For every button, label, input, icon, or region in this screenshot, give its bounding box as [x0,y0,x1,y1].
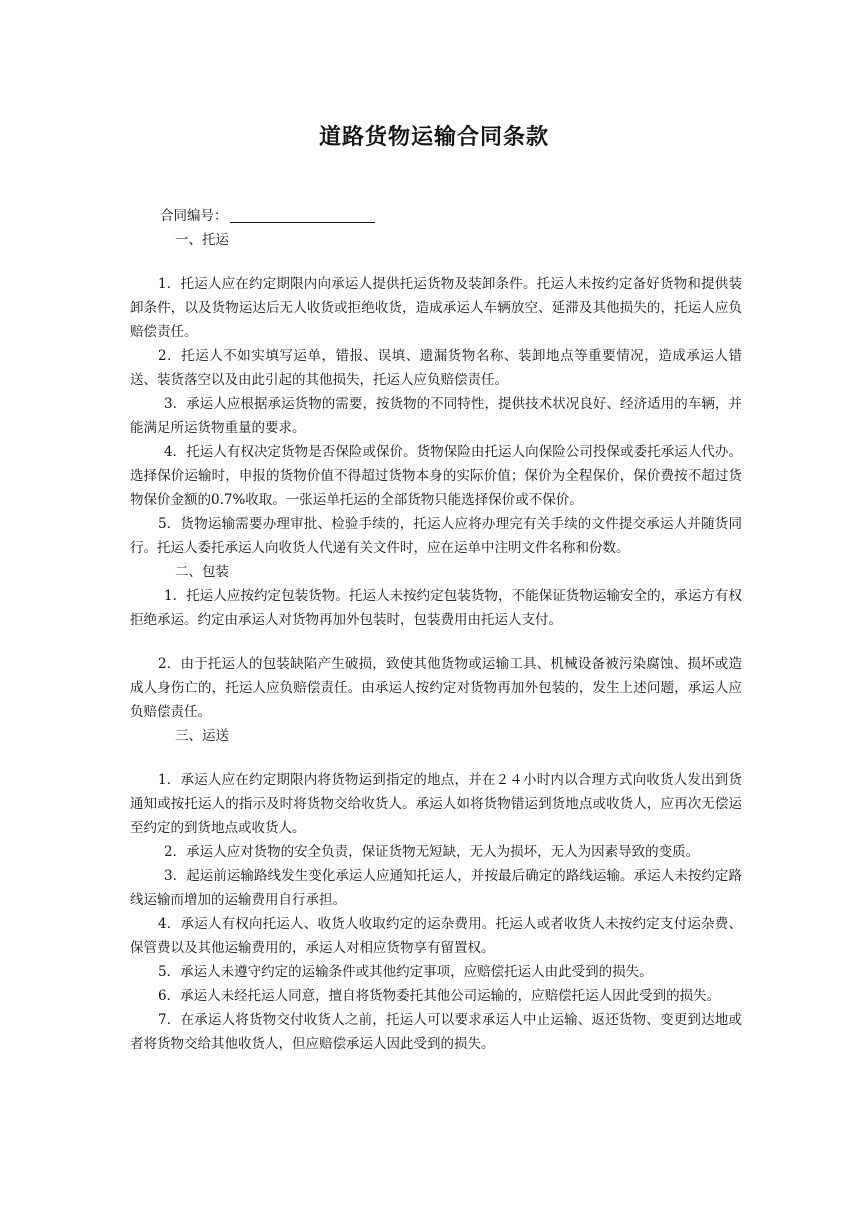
section-heading: 三、运送 [175,728,229,744]
document-body [130,204,742,1056]
paragraph: 2．托运人不如实填写运单，错报、误填、遗漏货物名称、装卸地点等重要情况，造成承运人错送、装货落空以及由此引起的其他损失，托运人应负赔偿责任。 [130,348,742,388]
paragraph: 5．承运人未遵守约定的运输条件或其他约定事项，应赔偿托运人由此受到的损失。 [158,964,653,980]
paragraph: 3．承运人应根据承运货物的需要，按货物的不同特性，提供技术状况良好、经济适用的车辆，并能满足所运货物重量的要求。 [130,396,742,436]
section-heading: 一、托运 [175,232,229,248]
paragraph: 3．起运前运输路线发生变化承运人应通知托运人，并按最后确定的路线运输。承运人未按约定路线运输而增加的运输费用自行承担。 [130,868,742,908]
paragraph: 5．货物运输需要办理审批、检验手续的，托运人应将办理完有关手续的文件提交承运人并随货同行。托运人委托承运人向收货人代递有关文件时，应在运单中注明文件名称和份数。 [130,516,742,556]
contract-number-blank [230,207,375,223]
contract-number-row [130,204,742,228]
paragraph: 1．托运人应按约定包装货物。托运人未按约定包装货物，不能保证货物运输安全的，承运方有权拒绝承运。约定由承运人对货物再加外包装时，包装费用由托运人支付。 [130,588,742,628]
paragraph: 4．承运人有权向托运人、收货人收取约定的运杂费用。托运人或者收货人未按约定支付运杂费、保管费以及其他运输费用的，承运人对相应货物享有留置权。 [130,916,742,956]
paragraph: 1．承运人应在约定期限内将货物运到指定的地点，并在２４小时内以合理方式向收货人发出到货通知或按托运人的指示及时将货物交给收货人。承运人如将货物错运到货地点或收货人，应再次无偿运至约定的到货地点或收货人。 [130,772,742,836]
paragraph: 7．在承运人将货物交付收货人之前，托运人可以要求承运人中止运输、返还货物、变更到达地或者将货物交给其他收货人，但应赔偿承运人因此受到的损失。 [130,1012,742,1052]
contract-number-label: 合同编号： [160,208,228,224]
paragraph: 6．承运人未经托运人同意，擅自将货物委托其他公司运输的，应赔偿托运人因此受到的损失。 [158,988,721,1004]
paragraph: 2．承运人应对货物的安全负责，保证货物无短缺，无人为损坏，无人为因素导致的变质。 [164,844,700,860]
paragraph: 1．托运人应在约定期限内向承运人提供托运货物及装卸条件。托运人未按约定备好货物和提供装卸条件，以及货物运达后无人收货或拒绝收货，造成承运人车辆放空、延滞及其他损失的，托运人应负赔偿责任。 [130,276,742,340]
paragraph: 4．托运人有权决定货物是否保险或保价。货物保险由托运人向保险公司投保或委托承运人代办。选择保价运输时，申报的货物价值不得超过货物本身的实际价值；保价为全程保价，保价费按不超过货物保价金额的0.7%收取。一张运单托运的全部货物只能选择保价或不保价。 [130,444,742,508]
document-title: 道路货物运输合同条款 [318,125,549,150]
paragraph: 2．由于托运人的包装缺陷产生破损，致使其他货物或运输工具、机械设备被污染腐蚀、损坏或造成人身伤亡的，托运人应负赔偿责任。由承运人按约定对货物再加外包装的，发生上述问题，承运人应负赔偿责任。 [130,656,742,720]
section-heading: 二、包装 [175,564,229,580]
